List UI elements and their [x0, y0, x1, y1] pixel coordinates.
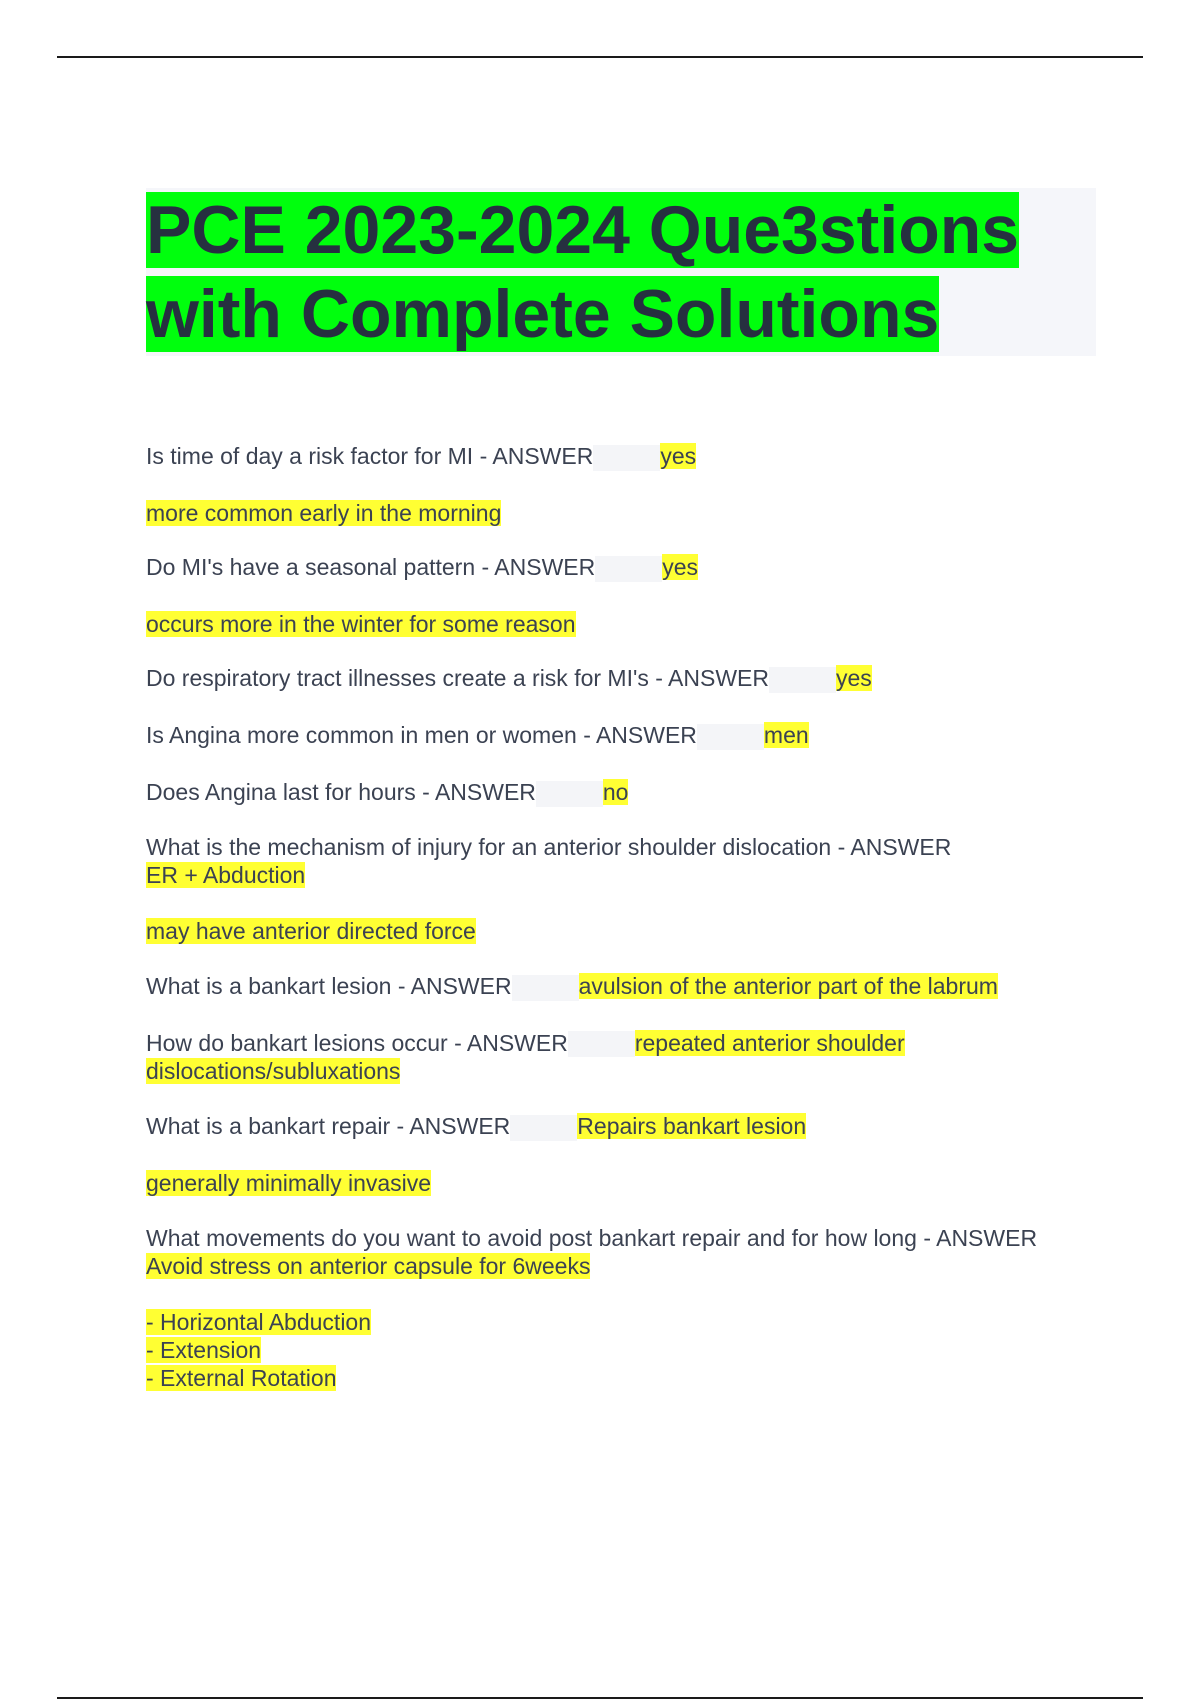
question-2: Do MI's have a seasonal pattern - ANSWER yes	[146, 553, 699, 580]
answer-1: yes	[660, 443, 697, 469]
question-9: What is a bankart repair - ANSWER Repairs bankart lesion	[146, 1113, 807, 1140]
title-line-2: with Complete Solutions	[146, 276, 940, 352]
answer-4: men	[763, 721, 809, 748]
question-7: What is a bankart lesion - ANSWER avulsion of the anterior part of the labrum	[146, 972, 998, 999]
note-4: generally minimally invasive	[146, 1170, 432, 1197]
question-6: What is the mechanism of injury for an anterior shoulder dislocation - ANSWER	[146, 833, 952, 860]
list-item: - External Rotation	[146, 1365, 337, 1392]
answer-7: avulsion of the anterior part of the labrum	[578, 972, 998, 999]
bottom-rule	[57, 1697, 1143, 1699]
question-1: Is time of day a risk factor for MI - ANSWER yes	[146, 443, 697, 469]
list-item: - Horizontal Abduction	[146, 1309, 372, 1336]
question-3: Do respiratory tract illnesses create a risk for MI's - ANSWER yes	[146, 664, 872, 691]
answer-3: yes	[836, 664, 872, 691]
document-body	[146, 188, 1096, 1392]
note-3: may have anterior directed force	[146, 917, 476, 944]
avoid-movements-list	[146, 1308, 1096, 1392]
answer-2: yes	[662, 553, 699, 580]
document-title	[146, 188, 1096, 356]
question-4: Is Angina more common in men or women - ANSWER men	[146, 721, 809, 748]
answer-8: repeated anterior shoulder	[634, 1029, 905, 1056]
note-1: more common early in the morning	[146, 499, 502, 526]
note-2: occurs more in the winter for some reason	[146, 610, 576, 637]
answer-5: no	[602, 778, 629, 805]
list-item: - Extension	[146, 1337, 262, 1364]
answer-6: ER + Abduction	[146, 861, 306, 888]
question-5: Does Angina last for hours - ANSWER no	[146, 778, 629, 805]
question-10: What movements do you want to avoid post bankart repair and for how long - ANSWER	[146, 1225, 1038, 1252]
top-rule	[57, 56, 1143, 58]
title-line-1: PCE 2023-2024 Que3stions	[146, 192, 1020, 268]
answer-8-cont: dislocations/subluxations	[146, 1058, 401, 1085]
answer-10: Avoid stress on anterior capsule for 6weeks	[146, 1253, 591, 1280]
answer-9: Repairs bankart lesion	[577, 1113, 807, 1140]
question-8: How do bankart lesions occur - ANSWER repeated anterior shoulder	[146, 1029, 905, 1056]
